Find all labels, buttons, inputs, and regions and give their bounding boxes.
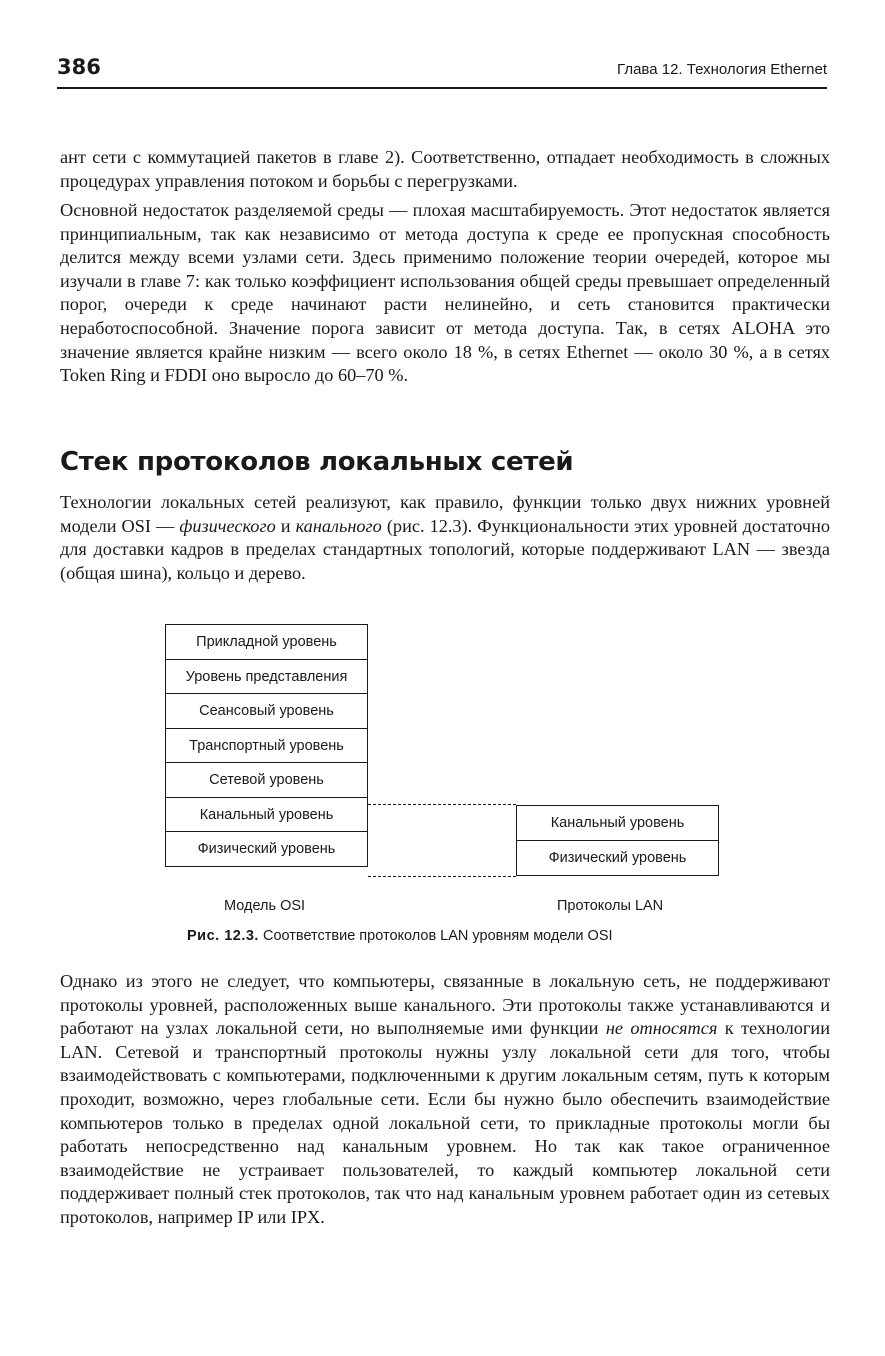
dashed-connector-top — [368, 804, 516, 805]
page-number: 386 — [57, 55, 101, 79]
lan-protocol-stack — [516, 805, 719, 876]
italic-phrase-not-related: не относятся — [605, 1018, 718, 1039]
text-run: Однако из этого не следует, что компьютеры, связанные в локальную сеть, не поддерживают протоколы уровней, расположенных выше канального. Эти протоколы также устанавливаются и работают на узлах локальной сети, но выполняемые ими функции — [60, 971, 830, 1039]
osi-layer-network: Сетевой уровень — [165, 762, 368, 798]
page-header — [57, 55, 827, 89]
osi-layer-session: Сеансовый уровень — [165, 693, 368, 729]
dashed-connector-bottom — [368, 876, 516, 877]
osi-layer-transport: Транспортный уровень — [165, 728, 368, 764]
lan-layer-datalink: Канальный уровень — [516, 805, 719, 841]
figure-number: Рис. 12.3. — [187, 928, 259, 944]
paragraph-upper-layers — [60, 970, 830, 1230]
section-title: Стек протоколов локальных сетей — [60, 447, 574, 477]
osi-layer-datalink: Канальный уровень — [165, 797, 368, 833]
text-run: к технологии LAN. Сетевой и транспортный протоколы нужны узлу локальной сети для того, чтобы взаимодействовать с компьютерами, подключенными к другим локальным сетям, путь к которым проходит, возможно, через глобальные сети. Если бы нужно было обеспечить взаимодействие компьютеров только в пределах одной локальной сети, то прикладные протоколы могли бы работать непосредственно над канальным уровнем. Но так как такое ограниченное взаимодействие не устраивает пользователей, то каждый компьютер локальной сети поддерживает полный стек протоколов, так что над канальным уровнем работает один из сетевых протоколов, например IP или IPX. — [60, 1018, 830, 1227]
osi-layer-presentation: Уровень представления — [165, 659, 368, 695]
osi-layer-application: Прикладной уровень — [165, 624, 368, 660]
paragraph-shared-medium: Основной недостаток разделяемой среды — плохая масштабируемость. Этот недостаток является принципиальным, так как независимо от метода доступа к среде ее пропускная способность делится между всеми узлами сети. Здесь применимо положение теории очередей, которое мы изучали в главе 7: как только коэффициент использования общей среды превышает определенный порог, очереди к среде начинают расти нелинейно, и сеть становится практически неработоспособной. Значение порога зависит от метода доступа. Так, в сетях ALOHA это значение является крайне низким — всего около 18 %, в сетях Ethernet — около 30 %, а в сетях Token Ring и FDDI оно выросло до 60–70 %. — [60, 200, 830, 386]
text-run: (рис. 12.3). Функциональности этих уровней достаточно для доставки кадров в пределах стандартных топологий, которые поддерживают LAN — звезда (общая шина), кольцо и дерево. — [60, 515, 830, 583]
figure-caption-text: Соответствие протоколов LAN уровням модели OSI — [258, 928, 613, 944]
paragraph-lan-technologies — [60, 491, 830, 585]
osi-model-label: Модель OSI — [224, 898, 306, 914]
text-run: Технологии локальных сетей реализуют, как правило, функции только двух нижних уровней модели OSI — — [60, 492, 830, 536]
paragraph-continuation: ант сети с коммутацией пакетов в главе 2). Соответственно, отпадает необходимость в сложных процедурах управления потоком и борьбы с перегрузками. — [60, 147, 830, 191]
italic-term-physical: физического — [179, 515, 276, 536]
osi-layer-physical: Физический уровень — [165, 831, 368, 867]
figure-caption — [187, 928, 613, 944]
running-head: Глава 12. Технология Ethernet — [617, 61, 827, 78]
italic-term-datalink: канального — [295, 515, 382, 536]
osi-model-stack — [165, 624, 368, 867]
lan-layer-physical: Физический уровень — [516, 840, 719, 876]
lan-protocols-label: Протоколы LAN — [557, 898, 664, 914]
text-run: и — [275, 515, 296, 536]
